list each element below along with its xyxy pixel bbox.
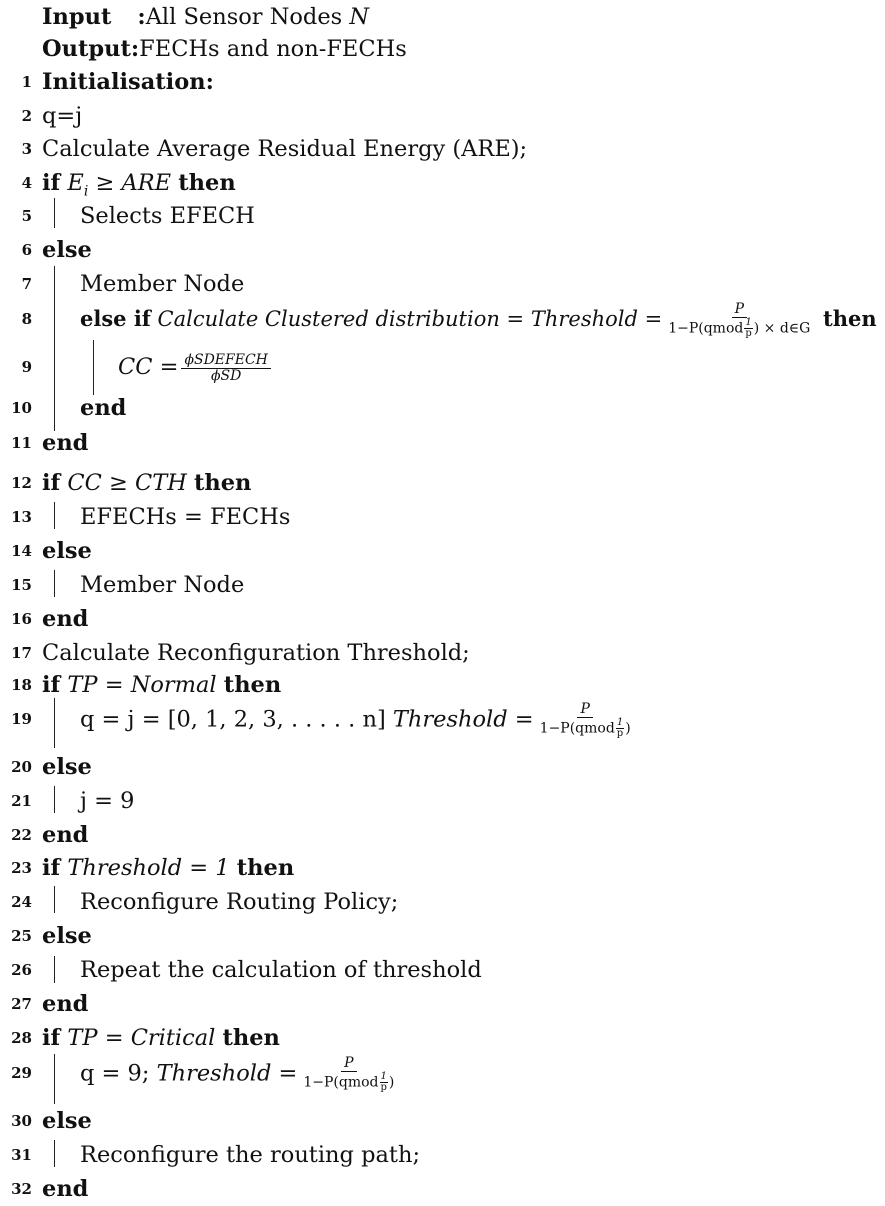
keyword: if	[42, 1025, 61, 1051]
line-number: 21	[11, 792, 32, 810]
fraction-denominator	[537, 718, 634, 739]
keyword: then	[236, 855, 295, 881]
small-num: 1	[380, 1071, 387, 1082]
keyword: end	[80, 395, 127, 421]
statement: q=j	[42, 103, 83, 129]
line-number: 1	[21, 73, 32, 91]
statement: Selects EFECH	[80, 203, 255, 229]
keyword: then	[222, 1025, 280, 1051]
statement: Member Node	[80, 271, 245, 297]
line-number: 18	[11, 676, 32, 694]
keyword: end	[42, 430, 89, 456]
condition: Threshold = 1	[67, 855, 230, 881]
input-sep: :	[137, 4, 146, 30]
line-number: 12	[11, 474, 32, 492]
statement: Repeat the calculation of threshold	[80, 957, 482, 983]
small-den: p	[380, 1082, 387, 1093]
fraction-numerator: P	[577, 702, 592, 718]
keyword: then	[823, 306, 877, 331]
denominator-text: 1−P(qmod	[303, 1074, 379, 1091]
output-value: FECHs and non-FECHs	[139, 36, 407, 62]
keyword: else	[42, 923, 92, 949]
keyword: then	[223, 672, 282, 698]
line-number: 16	[11, 610, 32, 628]
small-fraction	[744, 318, 752, 339]
statement: Calculate Average Residual Energy (ARE);	[42, 136, 528, 162]
line-number: 31	[11, 1146, 32, 1164]
condition-sub: i	[83, 183, 89, 200]
line-number: 20	[11, 758, 32, 776]
keyword: Initialisation:	[42, 69, 214, 95]
input-label: Input	[42, 4, 112, 30]
small-fraction	[616, 718, 624, 739]
line-number: 24	[11, 893, 32, 911]
denominator-text: ) × d∈G	[753, 320, 811, 337]
statement: q = j = [0, 1, 2, 3, . . . . . n]	[80, 706, 393, 733]
small-fraction	[380, 1072, 388, 1093]
statement: CC =	[118, 354, 179, 380]
small-num: 1	[745, 317, 752, 328]
line-number: 15	[11, 576, 32, 594]
keyword: then	[178, 170, 236, 196]
line-number: 3	[21, 140, 32, 158]
statement: j = 9	[80, 788, 135, 814]
input-var: N	[349, 4, 370, 30]
line-number: 23	[11, 859, 32, 877]
block-bar	[54, 698, 55, 748]
keyword: else	[42, 1108, 92, 1134]
small-den: p	[745, 328, 752, 339]
block-bar	[54, 786, 55, 813]
keyword: end	[42, 1176, 89, 1202]
block-bar	[54, 502, 55, 529]
keyword: then	[193, 470, 252, 496]
line-number: 17	[11, 644, 32, 662]
cc-fraction	[181, 353, 270, 384]
condition: CC ≥ CTH	[67, 470, 187, 496]
statement: Calculate Reconfiguration Threshold;	[42, 640, 470, 666]
line-number: 10	[11, 399, 32, 417]
input-value: All Sensor Nodes	[145, 4, 350, 30]
output-label: Output	[42, 36, 131, 62]
threshold-fraction	[665, 302, 813, 339]
condition: TP = Normal	[67, 672, 217, 698]
keyword: end	[42, 991, 89, 1017]
line-number: 26	[11, 961, 32, 979]
fraction-denominator: ϕSD	[210, 367, 242, 384]
output-row	[42, 32, 407, 66]
denominator-text: 1−P(qmod	[668, 320, 744, 337]
condition-var: E	[67, 170, 84, 196]
line-number: 8	[21, 310, 32, 328]
line-number: 11	[11, 434, 32, 452]
line-number: 32	[11, 1180, 32, 1198]
threshold-label: Threshold =	[156, 1060, 298, 1087]
keyword: else	[42, 538, 92, 564]
line-number: 28	[11, 1029, 32, 1047]
line-number: 25	[11, 927, 32, 945]
block-bar	[54, 886, 55, 913]
line-number: 27	[11, 995, 32, 1013]
fraction-numerator: ϕSDEFECH	[181, 353, 270, 369]
line-number: 30	[11, 1112, 32, 1130]
denominator-text: )	[625, 720, 631, 737]
small-num: 1	[616, 717, 624, 728]
line-number: 19	[11, 710, 32, 728]
threshold-label: Threshold =	[392, 706, 534, 733]
input-row	[42, 0, 369, 34]
threshold-fraction	[537, 702, 634, 739]
block-bar	[54, 266, 55, 431]
keyword: if	[42, 470, 61, 496]
statement: Reconfigure the routing path;	[80, 1142, 421, 1168]
line-number: 14	[11, 542, 32, 560]
line-number: 4	[21, 174, 32, 192]
line-number: 29	[11, 1064, 32, 1082]
statement: q = 9;	[80, 1060, 157, 1087]
output-sep: :	[130, 36, 140, 62]
fraction-numerator: P	[732, 302, 747, 318]
denominator-text: 1−P(qmod	[539, 720, 615, 737]
block-bar	[54, 956, 55, 983]
statement: Reconfigure Routing Policy;	[80, 889, 399, 915]
keyword: else	[42, 754, 92, 780]
line-number: 6	[21, 241, 32, 259]
line-number: 7	[21, 275, 32, 293]
threshold-fraction	[300, 1056, 397, 1093]
keyword: else if	[80, 306, 151, 331]
keyword: if	[42, 170, 61, 196]
fraction-denominator	[665, 318, 813, 339]
statement: Member Node	[80, 572, 245, 598]
keyword: else	[42, 237, 92, 263]
line-number: 13	[11, 508, 32, 526]
line-number: 2	[21, 107, 32, 125]
block-bar	[93, 340, 94, 395]
line-number: 9	[21, 358, 32, 376]
block-bar	[54, 1054, 55, 1104]
condition: ≥ ARE	[88, 170, 172, 196]
condition: TP = Critical	[67, 1025, 216, 1051]
condition: Calculate Clustered distribution = Threshold =	[157, 307, 663, 331]
keyword: end	[42, 822, 89, 848]
line-number: 5	[21, 207, 32, 225]
block-bar	[54, 570, 55, 597]
fraction-denominator	[300, 1072, 397, 1093]
denominator-text: )	[388, 1074, 395, 1091]
keyword: end	[42, 606, 89, 632]
keyword: if	[42, 672, 61, 698]
block-bar	[54, 1140, 55, 1167]
line-number: 22	[11, 826, 32, 844]
fraction-numerator: P	[341, 1056, 356, 1072]
keyword: if	[42, 855, 61, 881]
small-den: p	[616, 728, 624, 739]
statement: EFECHs = FECHs	[80, 504, 291, 530]
